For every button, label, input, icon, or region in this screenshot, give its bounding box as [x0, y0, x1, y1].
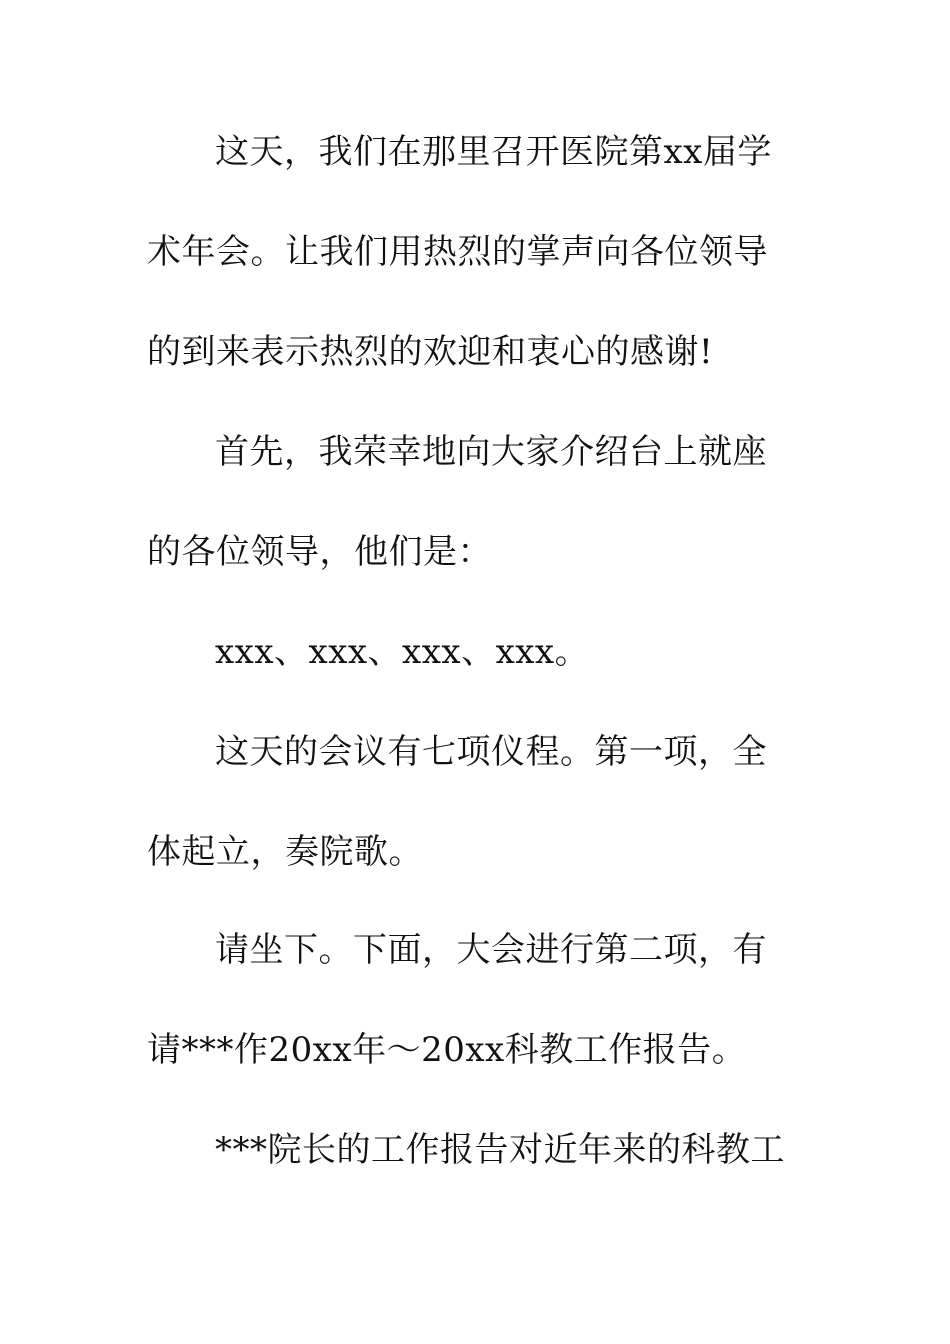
paragraph-5-line-2: 请***作20xx年～20xx科教工作报告。 [147, 1030, 747, 1070]
paragraph-6-line-1: ***院长的工作报告对近年来的科教工 [215, 1130, 785, 1170]
paragraph-4-line-1: 这天的会议有七项仪程。第一项，全 [215, 732, 767, 772]
paragraph-2-line-2: 的各位领导，他们是： [147, 532, 492, 572]
paragraph-1-line-3: 的到来表示热烈的欢迎和衷心的感谢! [147, 332, 714, 372]
paragraph-1-line-1: 这天，我们在那里召开医院第xx届学 [215, 132, 772, 172]
paragraph-3-line-1: xxx、xxx、xxx、xxx。 [215, 632, 590, 672]
paragraph-1-line-2: 术年会。让我们用热烈的掌声向各位领导 [147, 232, 768, 272]
paragraph-4-line-2: 体起立，奏院歌。 [147, 832, 423, 872]
paragraph-5-line-1: 请坐下。下面，大会进行第二项，有 [215, 930, 767, 970]
paragraph-2-line-1: 首先，我荣幸地向大家介绍台上就座 [215, 432, 767, 472]
